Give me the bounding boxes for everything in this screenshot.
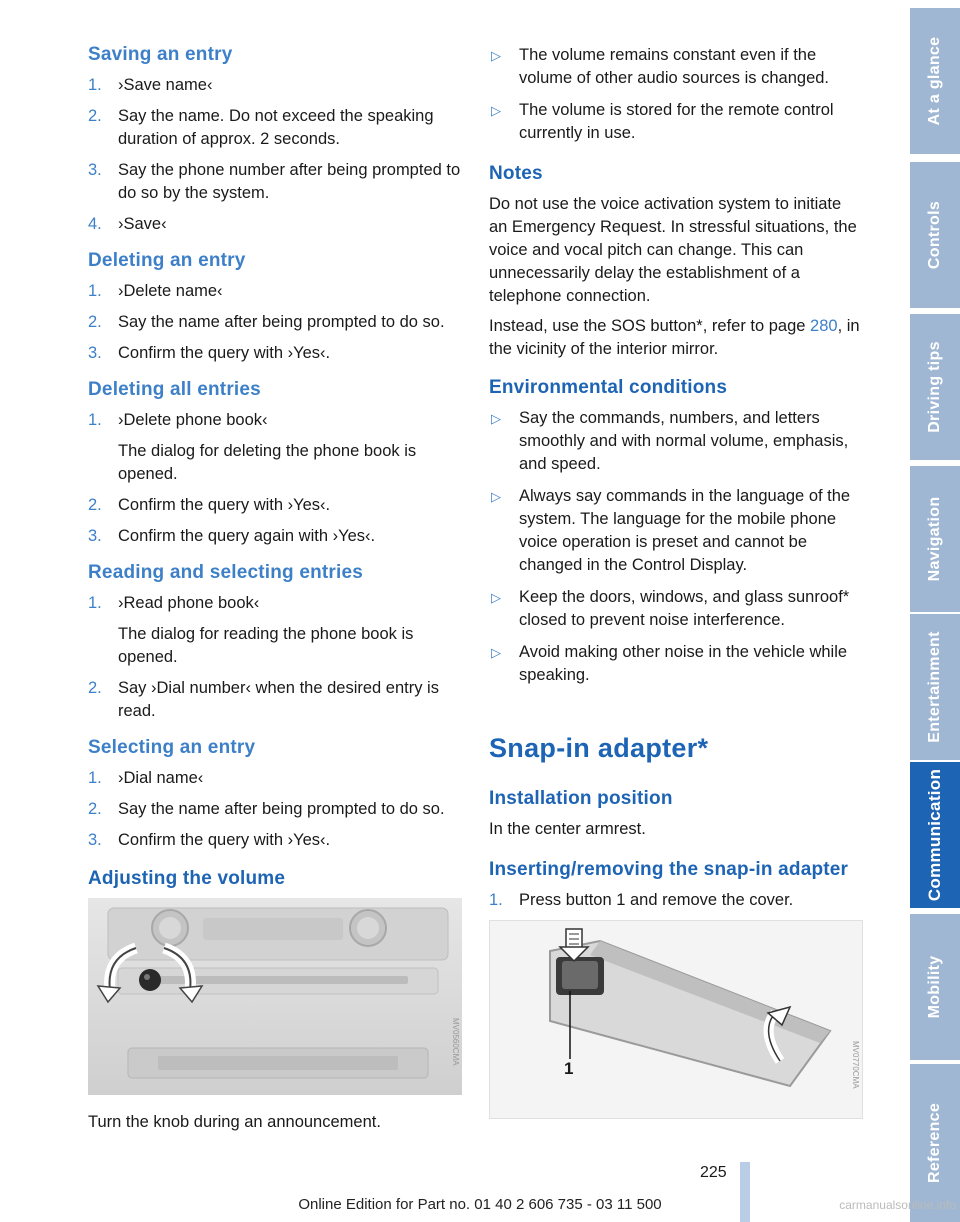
volume-knob-figure bbox=[88, 898, 462, 1095]
footer-edition: Online Edition for Part no. 01 40 2 606 735 - 03 11 500 bbox=[298, 1196, 662, 1213]
saving-steps bbox=[88, 74, 468, 236]
inserting-steps bbox=[489, 889, 861, 912]
list-item: 3. Confirm the query with ›Yes‹. bbox=[88, 831, 331, 849]
tab-mobility[interactable]: Mobility bbox=[910, 914, 960, 1060]
tab-navigation[interactable]: Navigation bbox=[910, 466, 960, 612]
figure-callout-label: 1 bbox=[564, 1059, 574, 1078]
list-item: 1. ›Delete phone book‹ The dialog for deleting the phone book is opened. bbox=[88, 411, 417, 483]
chapter-tabs bbox=[910, 0, 960, 1222]
figure-code: MV0770CMA bbox=[851, 1041, 860, 1089]
installation-text: In the center armrest. bbox=[489, 820, 646, 838]
heading-reading-selecting: Reading and selecting entries bbox=[88, 562, 364, 583]
watermark: carmanualsonline.info bbox=[839, 1198, 956, 1212]
page-number: 225 bbox=[700, 1164, 727, 1181]
triangle-bullet-icon: ▷ bbox=[491, 489, 501, 504]
right-column bbox=[489, 44, 861, 1119]
deleting-all-steps bbox=[88, 409, 468, 548]
dashboard-illustration bbox=[88, 898, 462, 1095]
heading-adjusting-volume: Adjusting the volume bbox=[88, 868, 286, 889]
list-item: 2. Say the name after being prompted to do so. bbox=[88, 313, 445, 331]
list-item: 1. Press button 1 and remove the cover. bbox=[489, 891, 794, 909]
page-link[interactable]: 280 bbox=[810, 317, 838, 335]
page-marker-bar bbox=[740, 1162, 750, 1222]
list-item: 2. Say the name after being prompted to do so. bbox=[88, 800, 445, 818]
triangle-bullet-icon: ▷ bbox=[491, 48, 501, 63]
reading-steps bbox=[88, 592, 468, 723]
heading-deleting-all: Deleting all entries bbox=[88, 379, 261, 400]
list-item: 4. ›Save‹ bbox=[88, 215, 167, 233]
heading-selecting-entry: Selecting an entry bbox=[88, 737, 256, 758]
list-item: 1. ›Save name‹ bbox=[88, 76, 213, 94]
volume-bullets bbox=[489, 44, 861, 145]
list-item: ▷ Keep the doors, windows, and glass sunroof* closed to prevent noise interference. bbox=[491, 588, 850, 629]
tab-reference[interactable]: Reference bbox=[910, 1064, 960, 1222]
triangle-bullet-icon: ▷ bbox=[491, 590, 501, 605]
snap-in-figure bbox=[489, 920, 863, 1119]
list-item: 1. ›Read phone book‹ The dialog for reading the phone book is opened. bbox=[88, 594, 414, 666]
heading-environmental: Environmental conditions bbox=[489, 377, 728, 398]
list-item: 3. Say the phone number after being prompted to do so by the system. bbox=[88, 161, 461, 202]
notes-paragraph-sos: Instead, use the SOS button*, refer to page 280, in the vicinity of the interior mirror. bbox=[489, 317, 860, 358]
list-item: ▷ Always say commands in the language of the system. The language for the mobile phone voice operation is preset and cannot be changed in the Control Display. bbox=[491, 487, 851, 574]
heading-snap-in-adapter: Snap-in adapter* bbox=[489, 733, 709, 763]
list-item: 3. Confirm the query with ›Yes‹. bbox=[88, 344, 331, 362]
snap-in-illustration bbox=[490, 921, 862, 1118]
left-column bbox=[88, 44, 468, 1132]
list-item: 1. ›Dial name‹ bbox=[88, 769, 204, 787]
selecting-steps bbox=[88, 767, 468, 852]
environment-bullets bbox=[489, 407, 861, 687]
figure-caption: Turn the knob during an announcement. bbox=[88, 1113, 381, 1131]
list-item: ▷ Avoid making other noise in the vehicle while speaking. bbox=[491, 643, 848, 684]
list-item: ▷ Say the commands, numbers, and letters smoothly and with normal volume, emphasis, and speed. bbox=[491, 409, 849, 473]
tab-driving-tips[interactable]: Driving tips bbox=[910, 314, 960, 460]
triangle-bullet-icon: ▷ bbox=[491, 645, 501, 660]
tab-entertainment[interactable]: Entertainment bbox=[910, 614, 960, 760]
triangle-bullet-icon: ▷ bbox=[491, 103, 501, 118]
list-item: ▷ The volume is stored for the remote control currently in use. bbox=[491, 101, 834, 142]
notes-paragraph: Do not use the voice activation system to initiate an Emergency Request. In stressful situations, the voice and vocal pitch can change. This can unnecessarily delay the establishment of a telephone connection. bbox=[489, 195, 857, 305]
list-item: 1. ›Delete name‹ bbox=[88, 282, 223, 300]
heading-inserting-removing: Inserting/removing the snap-in adapter bbox=[489, 859, 849, 880]
tab-at-a-glance[interactable]: At a glance bbox=[910, 8, 960, 154]
heading-deleting-entry: Deleting an entry bbox=[88, 250, 246, 271]
heading-installation: Installation position bbox=[489, 788, 673, 809]
list-item: 3. Confirm the query again with ›Yes‹. bbox=[88, 527, 376, 545]
deleting-steps bbox=[88, 280, 468, 365]
tab-communication[interactable]: Communication bbox=[910, 762, 960, 908]
list-item: 2. Say ›Dial number‹ when the desired entry is read. bbox=[88, 679, 439, 720]
list-item: ▷ The volume remains constant even if the volume of other audio sources is changed. bbox=[491, 46, 830, 87]
heading-notes: Notes bbox=[489, 163, 543, 184]
list-item: 2. Say the name. Do not exceed the speaking duration of approx. 2 seconds. bbox=[88, 107, 434, 148]
figure-code: MV0560CMA bbox=[451, 1018, 460, 1066]
tab-controls[interactable]: Controls bbox=[910, 162, 960, 308]
triangle-bullet-icon: ▷ bbox=[491, 411, 501, 426]
heading-saving-entry: Saving an entry bbox=[88, 44, 233, 65]
list-item: 2. Confirm the query with ›Yes‹. bbox=[88, 496, 331, 514]
